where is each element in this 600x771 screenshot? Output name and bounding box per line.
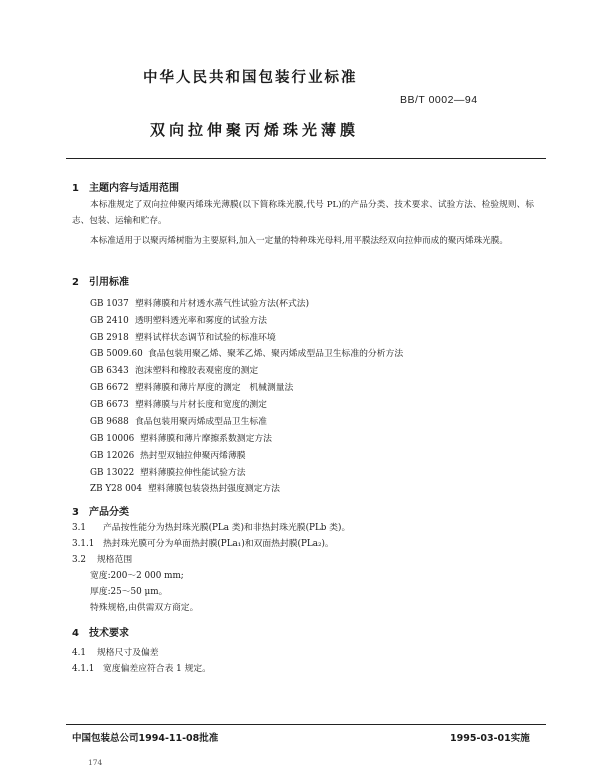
clause-text: 规格尺寸及偏差 xyxy=(97,648,159,658)
reference-item xyxy=(90,296,309,309)
reference-item xyxy=(90,380,293,393)
standard-code: BB/T 0002—94 xyxy=(400,94,478,106)
reference-title: 食品包装用聚乙烯、聚苯乙烯、聚丙烯成型品卫生标准的分析方法 xyxy=(148,349,404,359)
reference-title: 热封型双轴拉伸聚丙烯薄膜 xyxy=(140,451,246,461)
clause-number: 4.1.1 xyxy=(72,664,95,674)
reference-item xyxy=(90,448,246,461)
reference-item xyxy=(90,465,246,478)
section-1-paragraph-2 xyxy=(72,233,534,249)
spec-width: 宽度:200～2 000 mm; xyxy=(90,571,184,581)
reference-code: GB 10006 xyxy=(90,434,135,444)
section-title: 主题内容与适用范围 xyxy=(89,183,179,194)
reference-code: ZB Y28 004 xyxy=(90,484,142,494)
reference-title: 透明塑料透光率和雾度的试验方法 xyxy=(135,316,267,326)
header-divider xyxy=(66,158,546,159)
clause-text: 规格范围 xyxy=(97,555,133,565)
section-1-heading xyxy=(72,179,179,194)
reference-item xyxy=(90,313,267,326)
paragraph-text: 本标准规定了双向拉伸聚丙烯珠光薄膜(以下简称珠光膜,代号 PL)的产品分类、技术要求、试验方法、检验规则、标志、包装、运输和贮存。 xyxy=(72,200,534,226)
reference-code: GB 12026 xyxy=(90,451,135,461)
reference-title: 塑料薄膜包装袋热封强度测定方法 xyxy=(148,484,280,494)
approval-line: 中国包装总公司1994-11-08批准 xyxy=(72,733,219,744)
effective-date: 1995-03-01实施 xyxy=(450,733,530,744)
reference-code: GB 6672 xyxy=(90,383,129,393)
clause-text: 宽度偏差应符合表 1 规定。 xyxy=(103,664,211,674)
clause-number: 3.1 xyxy=(72,523,86,533)
reference-code: GB 9688 xyxy=(90,417,129,427)
standard-category: 中华人民共和国包装行业标准 xyxy=(143,70,358,86)
section-number: 2 xyxy=(72,277,79,288)
clause-number: 4.1 xyxy=(72,648,86,658)
reference-item xyxy=(90,414,267,427)
section-number: 4 xyxy=(72,628,79,639)
reference-title: 泡沫塑料和橡胶表观密度的测定 xyxy=(135,366,259,376)
section-number: 3 xyxy=(72,507,79,518)
reference-title: 塑料薄膜拉伸性能试验方法 xyxy=(140,468,246,478)
reference-code: GB 5009.60 xyxy=(90,349,143,359)
section-2-heading xyxy=(72,273,129,288)
clause-4-1-1 xyxy=(72,661,211,674)
clause-3-1-1 xyxy=(72,536,334,549)
reference-code: GB 1037 xyxy=(90,299,129,309)
clause-number: 3.1.1 xyxy=(72,539,95,549)
section-title: 产品分类 xyxy=(89,507,129,518)
clause-text: 热封珠光膜可分为单面热封膜(PLa₁)和双面热封膜(PLa₂)。 xyxy=(103,539,334,549)
reference-item xyxy=(90,363,258,376)
reference-item xyxy=(90,481,280,494)
reference-code: GB 6673 xyxy=(90,400,129,410)
footer-divider xyxy=(66,724,546,725)
clause-text: 产品按性能分为热封珠光膜(PLa 类)和非热封珠光膜(PLb 类)。 xyxy=(103,523,351,533)
page-number: 174 xyxy=(88,758,103,767)
reference-title: 塑料薄膜和薄片厚度的测定 机械测量法 xyxy=(135,383,294,393)
section-title: 技术要求 xyxy=(89,628,129,639)
reference-code: GB 2918 xyxy=(90,333,129,343)
reference-code: GB 13022 xyxy=(90,468,135,478)
reference-item xyxy=(90,397,267,410)
section-1-paragraph-1 xyxy=(72,197,534,229)
reference-title: 塑料薄膜和片材透水蒸气性试验方法(杯式法) xyxy=(135,299,310,309)
reference-title: 塑料薄膜与片材长度和宽度的测定 xyxy=(135,400,267,410)
reference-title: 塑料试样状态调节和试验的标准环境 xyxy=(135,333,276,343)
section-number: 1 xyxy=(72,183,79,194)
clause-3-1 xyxy=(72,520,350,533)
spec-thickness: 厚度:25～50 μm。 xyxy=(90,587,168,597)
clause-3-2 xyxy=(72,552,132,565)
spec-special: 特殊规格,由供需双方商定。 xyxy=(90,603,199,613)
section-title: 引用标准 xyxy=(89,277,129,288)
reference-title: 塑料薄膜和薄片摩擦系数测定方法 xyxy=(140,434,272,444)
clause-4-1 xyxy=(72,645,159,658)
reference-item xyxy=(90,346,403,359)
reference-code: GB 2410 xyxy=(90,316,129,326)
reference-title: 食品包装用聚丙烯成型品卫生标准 xyxy=(135,417,267,427)
section-4-heading xyxy=(72,624,129,639)
reference-item xyxy=(90,431,272,444)
clause-number: 3.2 xyxy=(72,555,86,565)
section-3-heading xyxy=(72,503,129,518)
reference-code: GB 6343 xyxy=(90,366,129,376)
document-title: 双向拉伸聚丙烯珠光薄膜 xyxy=(150,121,360,139)
reference-item xyxy=(90,330,276,343)
paragraph-text: 本标准适用于以聚丙烯树脂为主要原料,加入一定量的特种珠光母料,用平膜法经双向拉伸而成的聚丙烯珠光膜。 xyxy=(90,236,508,246)
